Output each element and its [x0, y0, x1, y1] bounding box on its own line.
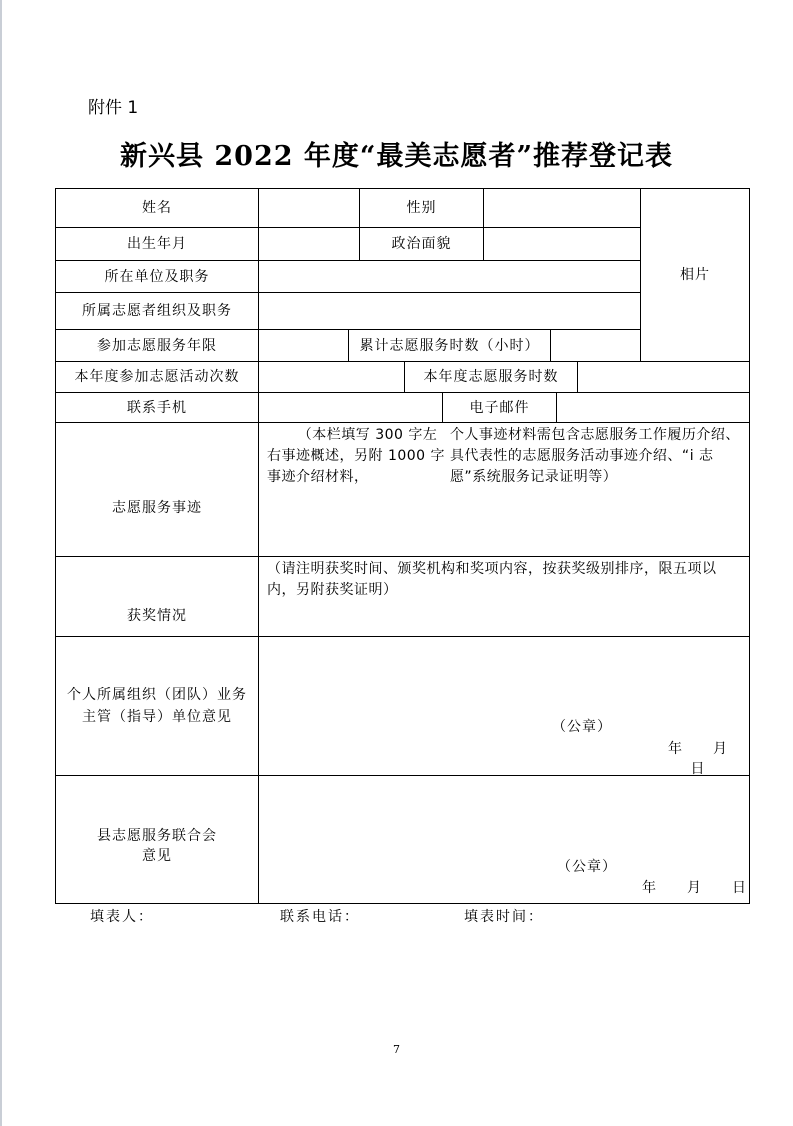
birth-label: 出生年月: [55, 227, 259, 261]
phone-field[interactable]: [258, 392, 443, 423]
activity-count-field[interactable]: [258, 361, 405, 393]
awards-hint: （请注明获奖时间、颁奖机构和奖项内容，按获奖级别排序，限五项以内，另附获奖证明）: [267, 561, 717, 598]
total-hours-field[interactable]: [550, 329, 641, 362]
county-date-label: 年 月 日: [642, 880, 747, 896]
unit-field[interactable]: [258, 260, 641, 293]
org-field[interactable]: [258, 292, 641, 330]
awards-field[interactable]: [258, 556, 750, 637]
fill-time-label: 填表时间：: [464, 909, 544, 925]
name-field[interactable]: [258, 188, 360, 228]
name-label: 姓名: [55, 188, 259, 228]
phone-label: 联系手机: [55, 392, 259, 423]
deeds-hint-2: 个人事迹材料需包含志愿服务工作履历介绍、具代表性的志愿服务活动事迹介绍、“i 志愿”系统服务记录证明等）: [449, 427, 740, 485]
contact-phone-label: 联系电话：: [280, 909, 360, 925]
total-hours-label: 累计志愿服务时数（小时）: [348, 329, 551, 362]
gender-field[interactable]: [483, 188, 641, 228]
year-hours-field[interactable]: [577, 361, 750, 393]
county-opinion-field[interactable]: [258, 775, 750, 904]
county-opinion-label: [55, 775, 259, 904]
org-opinion-label-line-2: 主管（指导）单位意见: [82, 709, 232, 725]
org-opinion-field[interactable]: [258, 636, 758, 777]
unit-label: 所在单位及职务: [55, 260, 259, 293]
registration-form: [55, 188, 758, 904]
years-field[interactable]: [258, 329, 349, 362]
birth-field[interactable]: [258, 227, 360, 261]
email-label: 电子邮件: [442, 392, 557, 423]
deeds-label: 志愿服务事迹: [55, 422, 259, 557]
attachment-label: 附件 1: [88, 98, 139, 118]
year-hours-label: 本年度志愿服务时数: [404, 361, 578, 393]
politics-field[interactable]: [483, 227, 641, 261]
filler-label: 填表人：: [90, 909, 154, 925]
org-label: 所属志愿者组织及职务: [55, 292, 259, 330]
deeds-field[interactable]: [258, 422, 750, 557]
org-date-label: 年 月 日: [668, 741, 758, 777]
org-seal-label: （公章）: [552, 719, 612, 735]
county-opinion-label-line-1: 县志愿服务联合会: [97, 827, 217, 844]
page-number: 7: [393, 1043, 400, 1056]
email-field[interactable]: [556, 392, 750, 423]
awards-label: 获奖情况: [55, 556, 259, 637]
gender-label: 性别: [359, 188, 484, 228]
deeds-hint-1: （本栏填写 300 字左右事迹概述，另附 1000 字事迹介绍材料，: [267, 427, 446, 485]
activity-count-label: 本年度参加志愿活动次数: [55, 361, 259, 393]
page-title: 新兴县 2022 年度“最美志愿者”推荐登记表: [119, 141, 673, 172]
org-opinion-label-line-1: 个人所属组织（团队）业务: [67, 687, 247, 703]
org-opinion-label: [55, 636, 259, 776]
politics-label: 政治面貌: [359, 227, 484, 261]
years-label: 参加志愿服务年限: [55, 329, 259, 362]
county-seal-label: （公章）: [557, 859, 617, 875]
photo-box[interactable]: 相片: [640, 188, 750, 362]
county-opinion-label-line-2: 意见: [142, 847, 172, 864]
